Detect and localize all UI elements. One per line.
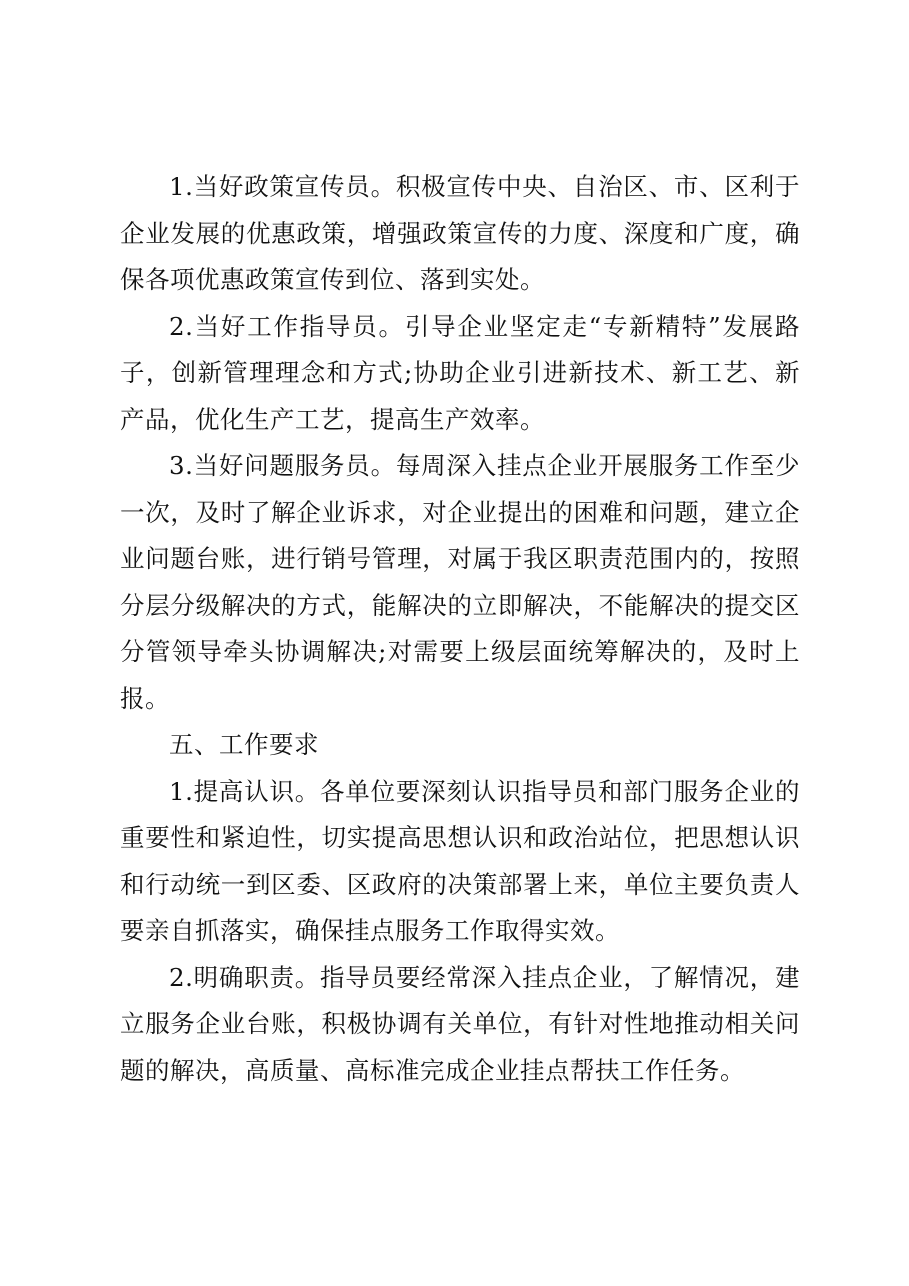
section-heading-work-requirements: 五、工作要求 xyxy=(169,730,319,759)
paragraph-clarify-duties: 2.明确职责。指导员要经常深入挂点企业，了解情况，建立服务企业台账，积极协调有关单位，有针对性地推动相关问题的解决，高质量、高标准完成企业挂点帮扶工作任务。 xyxy=(120,962,800,1085)
document-body xyxy=(120,164,800,1094)
paragraph-work-guide: 2.当好工作指导员。引导企业坚定走“专新精特”发展路子，创新管理理念和方式;协助企业引进新技术、新工艺、新产品，优化生产工艺，提高生产效率。 xyxy=(120,311,800,434)
paragraph-problem-service: 3.当好问题服务员。每周深入挂点企业开展服务工作至少一次，及时了解企业诉求，对企业提出的困难和问题，建立企业问题台账，进行销号管理，对属于我区职责范围内的，按照分层分级解决的方式，能解决的立即解决，不能解决的提交区分管领导牵头协调解决;对需要上级层面统筹解决的，及时上报。 xyxy=(120,451,800,713)
paragraph-policy-publicist: 1.当好政策宣传员。积极宣传中央、自治区、市、区利于企业发展的优惠政策，增强政策宣传的力度、深度和广度，确保各项优惠政策宣传到位、落到实处。 xyxy=(120,172,800,294)
paragraph-raise-awareness: 1.提高认识。各单位要深刻认识指导员和部门服务企业的重要性和紧迫性，切实提高思想认识和政治站位，把思想认识和行动统一到区委、区政府的决策部署上来，单位主要负责人要亲自抓落实，确保挂点服务工作取得实效。 xyxy=(120,776,800,945)
